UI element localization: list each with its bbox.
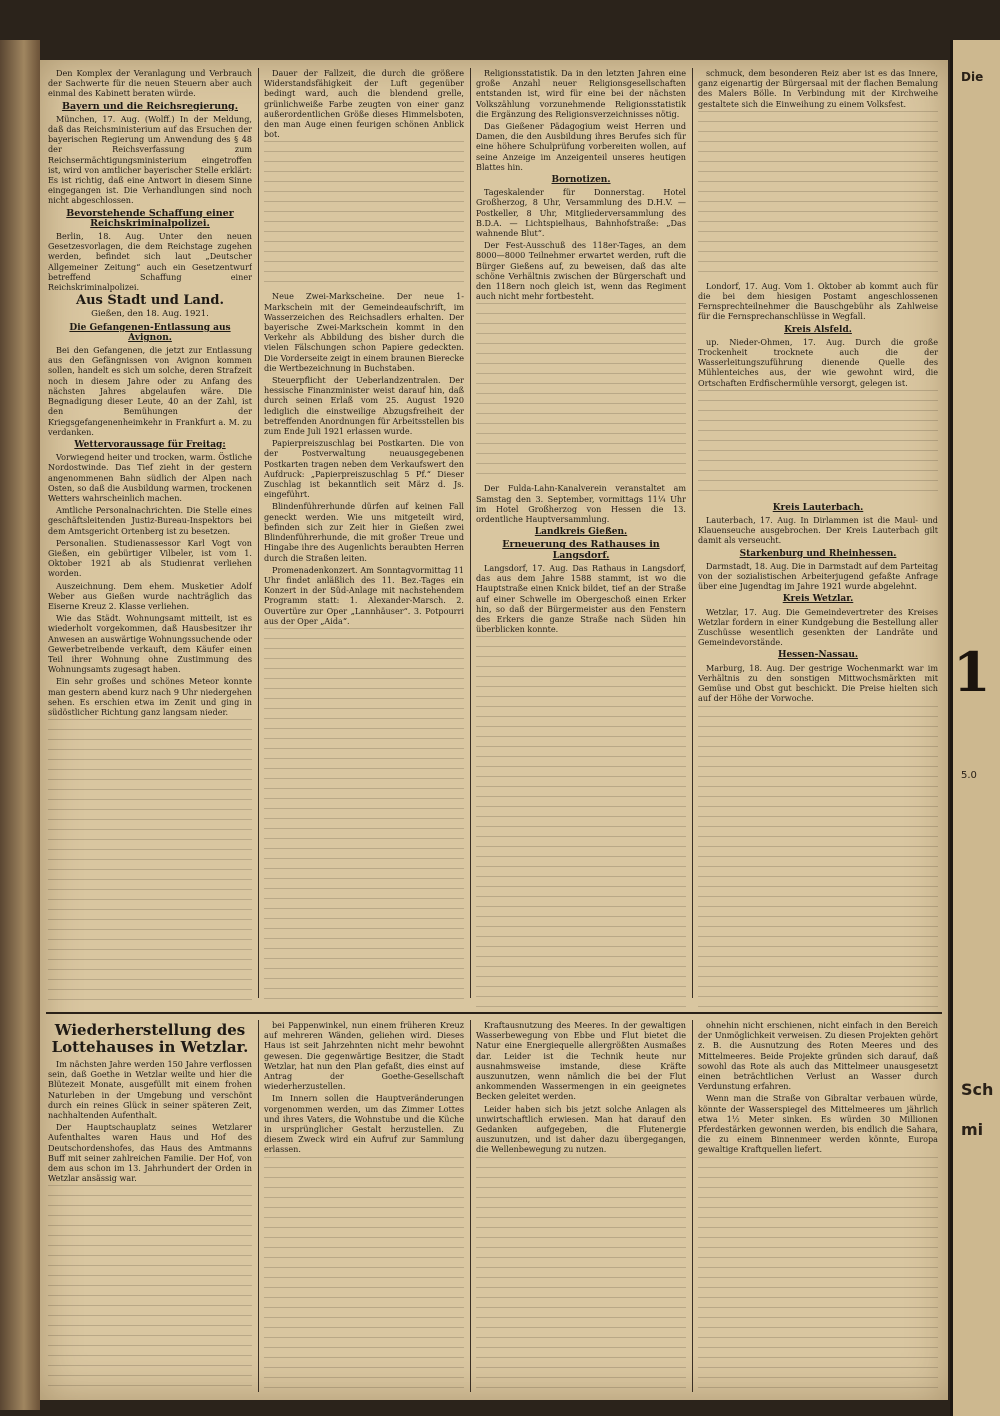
col1-text-texture	[48, 719, 252, 1008]
bottom-article-atlantik: ohnehin nicht erschienen, nicht einfach in den Bereich der Unmöglichkeit verweisen. Zu diesen Projekten gehört z. B. die Ausnutzung des Roten Meeres und des Mittelmeeres. Beide Projekte gründen sich darauf, daß sowohl das Rote als auch das Mittelmeer unausgesetzt einen beträchtlichen Verlust an Wasser durch Verdunstung erfahren.	[698, 1020, 938, 1092]
bottom-rule-1	[258, 1020, 259, 1392]
bottom-article-meer: Kraftausnutzung des Meeres. In der gewaltigen Wasserbewegung von Ebbe und Flut bietet die Natur eine Energiequelle allergrößten Ausmaßes dar. Leider ist die Technik heute nur ausnahmsweise imstande, diese Kräfte auszunutzen, wenn nämlich die bei der Flut ankommenden Wassermengen in ein geeignetes Becken geleitet werden.	[476, 1020, 686, 1102]
col4-article-wetzlar: Wetzlar, 17. Aug. Die Gemeindevertreter des Kreises Wetzlar fordern in einer Kundgebung die Bestellung aller Zuschüsse wesentlich gesenkten der Landräte und Gemeindevorstände.	[698, 606, 938, 648]
book-binding	[0, 40, 40, 1410]
bottom-column-3	[476, 1020, 686, 1392]
column-rule-2	[470, 68, 471, 998]
col1-article-meteor: Ein sehr großes und schönes Meteor konnte man gestern abend kurz nach 9 Uhr niedergehen sehen. Es erschien etwa im Zenit und ging in südöstlicher Richtung ganz langsam nieder.	[48, 676, 252, 717]
col1-heading-wetter: Wettervoraussage für Freitag:	[74, 439, 226, 450]
column-3	[476, 68, 686, 1008]
col3-article-religion: Religionsstatistik. Da in den letzten Jahren eine große Anzahl neuer Religionsgesellschaften entstanden ist, wird für eine bei der nächsten Volkszählung vorzunehmende Religionsstatistik die Ergänzung des Religionsverzeichnisses nötig.	[476, 68, 686, 119]
bottom-column-2	[264, 1020, 464, 1392]
horizontal-rule	[46, 1012, 942, 1014]
col1-article-auszeichnung: Auszeichnung. Dem ehem. Musketier Adolf Weber aus Gießen wurde nachträglich das Eiserne Kreuz 2. Klasse verliehen.	[48, 580, 252, 611]
column-rule-1	[258, 68, 259, 998]
bottom-article-lotte-4: Im Innern sollen die Hauptveränderungen vorgenommen werden, um das Zimmer Lottes und ihres Vaters, die Wohnstube und die Küche in ursprünglicher Gestalt herzustellen. Zu diesem Zweck wird ein Aufruf zur Sammlung erlassen.	[264, 1093, 464, 1155]
bottom-column-1	[48, 1020, 252, 1392]
col1-lead: Den Komplex der Veranlagung und Verbrauch der Sachwerte für die neuen Steuern aber auch einmal des Kabinett beraten würde.	[48, 68, 252, 99]
col3-article-fulda: Der Fulda-Lahn-Kanalverein veranstaltet am Samstag den 3. September, vormittags 11¼ Uhr im Hotel Großherzog von Hessen die 13. ordentliche Hauptversammlung.	[476, 483, 686, 525]
col2-article-meteor-cont: Dauer der Fallzeit, die durch die größere Widerstandsfähigkeit der Luft gegenüber bedingt ward, auch die blendend grelle, grünlichweiße Farbe zeugten von einer ganz außerordentlichen Größe dieses Himmelsboten, den man Auge einen feurigen schönen Anblick bot.	[264, 68, 464, 140]
col2-article-steuer: Steuerpflicht der Ueberlandzentralen. Der hessische Finanzminister weist darauf hin, daß durch seinen Erlaß vom 25. August 1920 lediglich die einstweilige Abzugsfreiheit der betreffenden Anordnungen für Arbeitsstellen bis zum Ende Juli 1921 erlassen wurde.	[264, 375, 464, 437]
adjacent-page-heading: Die	[961, 70, 984, 84]
col1-heading-gefangenen: Die Gefangenen-Entlassung aus Avignon.	[69, 322, 231, 343]
column-2	[264, 68, 464, 1008]
col3-text-texture-1	[476, 303, 686, 483]
col1-article-wetter: Vorwiegend heiter und trocken, warm. Östliche Nordostwinde. Das Tief zieht in der gestern angenommenen Bahn südlich der Alpen nach Osten, so daß die Ausbildung warmen, trockenen Wetters wahrscheinlich machen.	[48, 452, 252, 503]
bottom-col1-texture	[48, 1185, 252, 1392]
dateline: Gießen, den 18. Aug. 1921.	[91, 309, 209, 320]
col1-heading-bayern: Bayern und die Reichsregierung.	[61, 100, 239, 112]
adjacent-page-big-numeral: 1	[953, 640, 991, 704]
col2-article-promenaden: Promenadenkonzert. Am Sonntagvormittag 11 Uhr findet anläßlich des 11. Bez.-Tages ein Konzert in der Süd-Anlage mit nachstehendem Programm statt: 1. Alexander-Marsch. 2. Ouvertüre zur Oper „Lannhäuser“. 3. Potpourri aus der Oper „Aida“.	[264, 564, 464, 626]
column-1	[48, 68, 252, 1008]
col2-text-texture-2	[264, 628, 464, 1008]
col4-heading-starkenburg: Starkenburg und Rheinhessen.	[739, 548, 897, 559]
col3-article-tageskalender: Tageskalender für Donnerstag. Hotel Großherzog, 8 Uhr, Versammlung des D.H.V. — Postkeller, 8 Uhr, Mitgliederversammlung des B.D.A. — Lichtspielhaus, Bahnhofstraße: „Das wahnende Blut“.	[476, 187, 686, 239]
bottom-headline-lottehaus: Wiederherstellung des Lottehauses in Wetzlar.	[51, 1021, 249, 1056]
col2-article-papier: Papierpreiszuschlag bei Postkarten. Die von der Postverwaltung neuausgegebenen Postkarten tragen neben dem Verkaufswert den Aufdruck: „Papierpreiszuschlag 5 Pf.“ Dieser Zuschlag ist bekanntlich seit März d. Js. eingeführt.	[264, 438, 464, 500]
col4-article-alsfeld: up. Nieder-Ohmen, 17. Aug. Durch die große Trockenheit trocknete auch die der Wasserleitungszuführung dienende Quelle des Mühlenteiches aus, der wie gewohnt wird, die Ortschaften Erdfischermühle versorgt, gelegen ist.	[698, 336, 938, 388]
col3-heading-rathaus: Erneuerung des Rathauses in Langsdorf.	[502, 539, 660, 561]
col3-article-paedagogium: Das Gießener Pädagogium weist Herren und Damen, die den Ausbildung ihres Berufes sich für eine höhere Schulprüfung vorbereiten wollen, auf seine Anzeige im Anzeigenteil unseres heutigen Blattes hin.	[476, 121, 686, 172]
col4-article-darmstadt: Darmstadt, 18. Aug. Die in Darmstadt auf dem Parteitag von der sozialistischen Arbeiterjugend gefaßte Anfrage über eine Jugendtag im Jahre 1921 wurde abgelehnt.	[698, 560, 938, 592]
col3-text-texture-2	[476, 636, 686, 1008]
col4-heading-alsfeld: Kreis Alsfeld.	[784, 324, 852, 335]
bottom-article-lotte-1: Im nächsten Jahre werden 150 Jahre verflossen sein, daß Goethe in Wetzlar weilte und hier die Blütezeit Monate, ausgefüllt mit einem frohen Naturleben in der Umgebung und verschönt durch ein reines Glück in seiner späteren Zeit, nachhaltenden Aufenthalt.	[48, 1059, 252, 1121]
bottom-article-lotte-3: bei Pappenwinkel, nun einem früheren Kreuz auf mehreren Wänden, geliehen wird. Dieses Haus ist seit Jahrzehnten nicht mehr bewohnt gewesen. Die gegenwärtige Besitzer, die Stadt Wetzlar, hat nun den Plan gefaßt, dies einst auf Antrag der Goethe-Gesellschaft wiederherzustellen.	[264, 1020, 464, 1092]
col4-article-lauterbach: Lauterbach, 17. Aug. In Dirlammen ist die Maul- und Klauenseuche ausgebrochen. Der Kreis Lauterbach gilt damit als verseucht.	[698, 515, 938, 546]
col4-article-schmuck: schmuck, dem besonderen Reiz aber ist es das Innere, ganz eigenartig der Bürgersaal mit der flachen Bemalung des Malers Bölle. In Verbindung mit der Kirchweihe gestaltete sich die Einweihung zu einem Volksfest.	[698, 68, 938, 109]
adjacent-page-label-1: 5.0	[961, 770, 977, 781]
adjacent-page-label-3: mi	[961, 1120, 984, 1139]
col2-article-blinden: Blindenführerhunde dürfen auf keinen Fall geneckt werden. Wie uns mitgeteilt wird, befinden sich zur Zeit hier in Gießen zwei Blindenführerhunde, die mit großer Treue und Hingabe ihre des Augenlichts beraubten Herren durch die Straßen leiten.	[264, 501, 464, 563]
bottom-col2-texture	[264, 1157, 464, 1392]
col4-text-texture-1	[698, 111, 938, 281]
col1-article-amtliche: Amtliche Personalnachrichten. Die Stelle eines geschäftsleitenden Justiz-Bureau-Inspektors bei dem Amtsgericht Ortenberg ist zu besetzen.	[48, 505, 252, 536]
col1-article-bayern: München, 17. Aug. (Wolff.) In der Meldung, daß das Reichsministerium auf das Ersuchen der bayerischen Regierung um Anwendung des § 48 der Reichsverfassung zum Reichsermächtigungsministerium eingetroffen ist, wird von amtlicher bayerischer Stelle erklärt: Es ist richtig, daß eine Antwort in diesem Sinne eingegangen ist. Die Verhandlungen sind noch nicht abgeschlossen.	[48, 113, 252, 206]
bottom-col4-texture	[698, 1157, 938, 1392]
bottom-article-lotte-2: Der Hauptschauplatz seines Wetzlarer Aufenthaltes waren Haus und Hof des Deutschordenshofes, das Haus des Amtmanns Buff mit seiner zahlreichen Familie. Der Hof, von dem aus schon im 13. Jahrhundert der Orden in Wetzlar ansässig war.	[48, 1122, 252, 1184]
col4-article-marburg: Marburg, 18. Aug. Der gestrige Wochenmarkt war im Verhältnis zu den sonstigen Mittwochsmärkten mit Gemüse und Obst gut beschickt. Die Preise hielten sich auf der Höhe der Vorwoche.	[698, 662, 938, 704]
col4-text-texture-3	[698, 706, 938, 1009]
column-4	[698, 68, 938, 1008]
col2-article-zweimark: Neue Zwei-Markscheine. Der neue 1-Markschein mit der Gemeindeaufschrift, im Wasserzeichen des Reichsadlers erhalten. Der bayerische Zwei-Markschein kommt in den Verkehr als Abbildung des bisher durch die vielen Fälschungen schon Papiere gedeckten. Die Vorderseite zeigt in einem braunen Bierecke die Wertbezeichnung in Buchstaben.	[264, 291, 464, 373]
bottom-rule-2	[470, 1020, 471, 1392]
col3-article-rathaus: Langsdorf, 17. Aug. Das Rathaus in Langsdorf, das aus dem Jahre 1588 stammt, ist wo die Hauptstraße einen Knick bildet, tief an der Straße auf einer Schwelle im Obergeschoß einen Erker hin, so daß der Bürgermeister aus den Fenstern des Erkers die ganze Straße nach Süden hin überblicken konnte.	[476, 562, 686, 635]
col4-text-texture-2	[698, 390, 938, 500]
col1-article-schaffung: Berlin, 18. Aug. Unter den neuen Gesetzesvorlagen, die dem Reichstage zugehen werden, befindet sich laut „Deutscher Allgemeiner Zeitung“ auch ein Gesetzentwurf betreffend Schaffung einer Reichskriminalpolizei.	[48, 231, 252, 293]
adjacent-page	[950, 40, 1000, 1416]
col4-heading-hessen: Hessen-Nassau.	[777, 650, 859, 661]
col4-heading-wetzlar: Kreis Wetzlar.	[782, 594, 854, 605]
col1-article-wohnungsamt: Wie das Städt. Wohnungsamt mitteilt, ist es wiederholt vorgekommen, daß Hausbesitzer ihr Anwesen an auswärtige Wohnungssuchende oder Gewerbetreibende verkauft, dem Käufer einen Teil ihrer Wohnung ohne Zustimmung des Wohnungsamts zugesagt haben.	[48, 613, 252, 675]
bottom-article-atlantik-2: Wenn man die Straße von Gibraltar verbauen würde, könnte der Wasserspiegel des Mittelmeeres um jährlich etwa 1½ Meter sinken. Es würden 30 Millionen Pferdestärken gewonnen werden, bis endlich die Sahara, die zu einem Binnenmeer werden könnte, Europa gewaltige Kraftquellen liefert.	[698, 1093, 938, 1155]
col1-heading-schaffung: Bevorstehende Schaffung einer Reichskriminalpolizei.	[66, 207, 234, 229]
bottom-rule-3	[692, 1020, 693, 1392]
col1-article-personalien: Personalien. Studienassessor Karl Vogt von Gießen, ein gebürtiger Vilbeler, ist vom 1. Oktober 1921 ab als Studienrat verliehen worden.	[48, 537, 252, 579]
col1-article-gefangenen: Bei den Gefangenen, die jetzt zur Entlassung aus den Gefängnissen von Avignon kommen sollen, handelt es sich um solche, deren Strafzeit noch in diesem Jahre oder zu Anfang des nächsten Jahres abgelaufen wäre. Die Begnadigung dieser Leute, 40 an der Zahl, ist den Bemühungen der Kriegsgefangenenheimkehr in Frankfurt a. M. zu verdanken.	[48, 345, 252, 437]
bottom-article-meer-2: Leider haben sich bis jetzt solche Anlagen als unwirtschaftlich erwiesen. Man hat darauf den Gedanken aufgegeben, die Flutenergie auszunutzen, und ist daher dazu übergegangen, die Wellenbewegung zu nutzen.	[476, 1103, 686, 1155]
adjacent-page-label-2: Sch	[961, 1080, 994, 1099]
col3-heading-landkreis: Landkreis Gießen.	[534, 527, 628, 538]
col3-heading-bornotizen: Bornotizen.	[551, 175, 611, 186]
bottom-col3-texture	[476, 1157, 686, 1392]
col2-text-texture-1	[264, 141, 464, 291]
col3-article-festausschuss: Der Fest-Ausschuß des 118er-Tages, an dem 8000—8000 Teilnehmer erwartet werden, ruft die Bürger Gießens auf, zu beweisen, daß das alte schöne Verhältnis zwischen der Bürgerschaft und den 118ern noch gleich ist, wenn das Regiment auch nicht mehr fortbesteht.	[476, 240, 686, 302]
newspaper-page	[40, 60, 948, 1400]
column-rule-3	[692, 68, 693, 998]
section-heading-stadt-land: Aus Stadt und Land.	[76, 293, 224, 309]
col4-heading-lauterbach: Kreis Lauterbach.	[772, 502, 864, 513]
col4-article-londorf: Londorf, 17. Aug. Vom 1. Oktober ab kommt auch für die bei dem hiesigen Postamt angeschlossenen Fernsprechteilnehmer die Bauschgebühr als Zahlweise für die Fernsprechanschlüsse in Wegfall.	[698, 280, 938, 322]
bottom-column-4	[698, 1020, 938, 1392]
